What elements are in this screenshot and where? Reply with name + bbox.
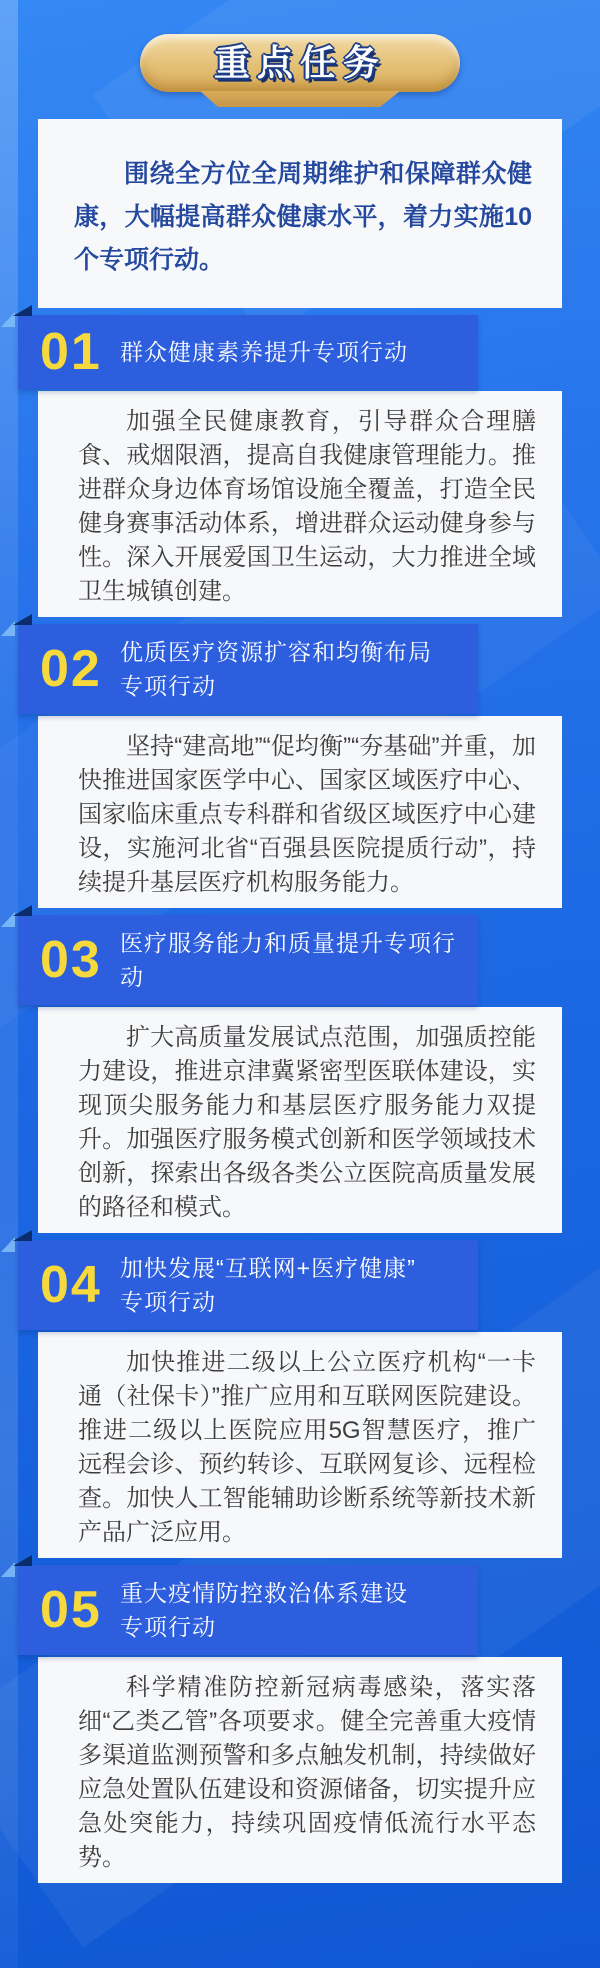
section-01-card: [38, 391, 562, 617]
fold-dark-icon: [13, 1230, 32, 1241]
section-04-header: [18, 1240, 478, 1330]
fold-dark-icon: [13, 305, 32, 316]
section-03-number: 03: [40, 931, 102, 989]
section-01: [0, 315, 600, 617]
fold-dark-icon: [13, 614, 32, 625]
section-03-card: [38, 1007, 562, 1233]
section-05-number: 05: [40, 1581, 102, 1639]
section-02-title-line2: 专项行动: [120, 673, 216, 699]
section-04: [0, 1240, 600, 1558]
section-04-title-line1: 加快发展“互联网+医疗健康”: [120, 1255, 416, 1281]
section-01-body: 加强全民健康教育，引导群众合理膳食、戒烟限酒，提高自我健康管理能力。推进群众身边体育场馆设施全覆盖，打造全民健身赛事活动体系，增进群众运动健身参与性。深入开展爱国卫生运动，大力推进全域卫生城镇创建。: [78, 408, 536, 605]
section-03-title: [120, 926, 478, 994]
section-04-title: [120, 1251, 416, 1319]
section-05: [0, 1565, 600, 1883]
section-01-title: [120, 335, 408, 369]
section-02-title: [120, 635, 432, 703]
section-05-card: [38, 1657, 562, 1883]
section-04-body: 加快推进二级以上公立医疗机构“一卡通（社保卡）”推广应用和互联网医院建设。推进二级以上医院应用5G智慧医疗，推广远程会诊、预约转诊、互联网复诊、远程检查。加快人工智能辅助诊断系统等新技术新产品广泛应用。: [78, 1349, 536, 1546]
section-02-number: 02: [40, 640, 102, 698]
section-04-title-line2: 专项行动: [120, 1289, 216, 1315]
section-02-header: [18, 624, 478, 714]
section-02-title-line1: 优质医疗资源扩容和均衡布局: [120, 639, 432, 665]
section-01-header: [18, 315, 478, 389]
section-02: [0, 624, 600, 908]
section-04-number: 04: [40, 1256, 102, 1314]
intro-card: [38, 119, 562, 308]
section-05-title-line2: 专项行动: [120, 1614, 216, 1640]
section-01-title-line1: 群众健康素养提升专项行动: [120, 339, 408, 365]
title-badge-label: 重点任务: [140, 34, 460, 92]
section-05-title-line1: 重大疫情防控救治体系建设: [120, 1580, 408, 1606]
fold-dark-icon: [13, 905, 32, 916]
section-02-card: [38, 716, 562, 908]
section-03: [0, 915, 600, 1233]
section-02-body: 坚持“建高地”“促均衡”“夯基础”并重，加快推进国家医学中心、国家区域医疗中心、国家临床重点专科群和省级区域医疗中心建设，实施河北省“百强县医院提质行动”，持续提升基层医疗机构服务能力。: [78, 733, 536, 896]
section-04-card: [38, 1332, 562, 1558]
title-badge: [140, 34, 460, 107]
section-03-title-line1: 医疗服务能力和质量提升专项行动: [120, 930, 456, 990]
section-05-header: [18, 1565, 478, 1655]
section-05-body: 科学精准防控新冠病毒感染，落实落细“乙类乙管”各项要求。健全完善重大疫情多渠道监测预警和多点触发机制，持续做好应急处置队伍建设和资源储备，切实提升应急处突能力，持续巩固疫情低流行水平态势。: [78, 1674, 536, 1871]
section-05-title: [120, 1576, 408, 1644]
section-01-number: 01: [40, 323, 102, 381]
section-03-body: 扩大高质量发展试点范围，加强质控能力建设，推进京津冀紧密型医联体建设，实现顶尖服务能力和基层医疗服务能力双提升。加强医疗服务模式创新和医学领域技术创新，探索出各级各类公立医院高质量发展的路径和模式。: [78, 1024, 536, 1221]
title-badge-ribbon-tail: [200, 91, 400, 107]
fold-dark-icon: [13, 1555, 32, 1566]
section-03-header: [18, 915, 478, 1005]
intro-text: 围绕全方位全周期维护和保障群众健康，大幅提高群众健康水平，着力实施10个专项行动。: [74, 160, 532, 274]
